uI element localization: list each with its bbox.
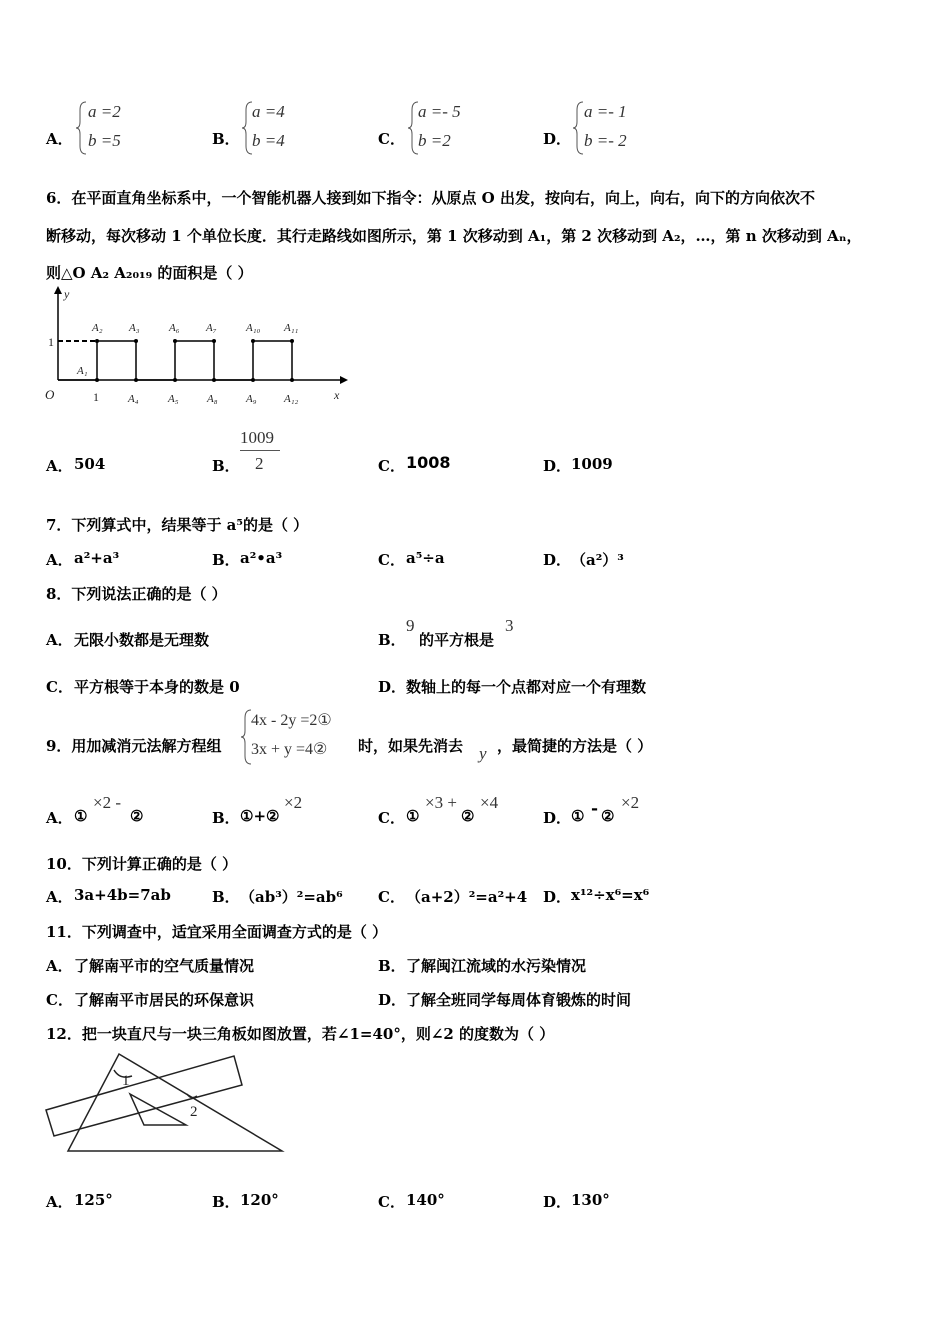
q7-option-a-letter: A． <box>46 551 73 569</box>
q12-option-b-letter: B． <box>212 1193 240 1211</box>
q8-option-b-letter: B． <box>378 631 406 649</box>
q5-option-d-eq2: b =- 2 <box>584 131 627 150</box>
q9-option-b-part1: ①+② <box>240 807 280 825</box>
q8-option-b-radicand: 9 <box>406 616 415 635</box>
q8-option-d-value: 数轴上的每一个点都对应一个有理数 <box>406 678 647 696</box>
q10-text: 10．下列计算正确的是（ ） <box>46 855 238 873</box>
q10-option-a-value: 3a+4b=7ab <box>74 886 171 904</box>
q7-option-b-value: a²•a³ <box>240 549 283 567</box>
q10-option-d-letter: D． <box>543 888 572 906</box>
q10-option-b-value: （ab³）²=ab⁶ <box>240 888 343 906</box>
q5-option-d-eq1: a =- 1 <box>584 102 627 121</box>
q6-label-top-2: A₆ <box>169 322 180 334</box>
q6-label-top-1: A₃ <box>129 322 140 334</box>
q12-option-c-value: 140° <box>406 1191 445 1209</box>
q5-option-c-letter: C． <box>378 130 405 148</box>
q10-option-a-letter: A． <box>46 888 73 906</box>
q5-option-c-eq2: b =2 <box>418 131 451 150</box>
q6-label-top-0: A₂ <box>92 322 103 334</box>
q9-option-a-part2: ② <box>130 807 144 825</box>
q7-option-b-letter: B． <box>212 551 240 569</box>
q9-equation-2: 3x + y =4② <box>251 741 328 758</box>
q9-option-a-op1: ×2 - <box>93 793 121 812</box>
q7-option-a-value: a²+a³ <box>74 549 120 567</box>
q5-option-b-eq2: b =4 <box>252 131 285 150</box>
q9-variable: y <box>479 744 487 763</box>
q6-option-d-value: 1009 <box>571 455 613 473</box>
q10-option-b-letter: B． <box>212 888 240 906</box>
q12-angle-1-label: 1 <box>122 1073 130 1089</box>
q6-text-line2: 断移动，每次移动 1 个单位长度．其行走路线如图所示，第 1 次移动到 A₁，第 2 次移动到 A₂，…，第 n 次移动到 Aₙ， <box>46 227 862 245</box>
q11-option-b-letter: B． <box>378 957 406 975</box>
q5-option-b-letter: B． <box>212 130 240 148</box>
q11-option-d-letter: D． <box>378 991 407 1009</box>
q6-label-bottom-0: A₄ <box>128 393 139 405</box>
q9-text-mid: 时，如果先消去 <box>358 737 464 755</box>
q5-option-d-letter: D． <box>543 130 572 148</box>
q6-origin-label: O <box>45 387 55 402</box>
q5-option-a-eq2: b =5 <box>88 131 121 150</box>
q6-option-d-letter: D． <box>543 457 572 475</box>
q6-label-bottom-4: A₁₂ <box>284 393 299 405</box>
q9-option-d-part2: ② <box>601 807 615 825</box>
q8-option-c-value: 平方根等于本身的数是 0 <box>74 678 240 696</box>
q6-axis-y-label: y <box>64 287 70 301</box>
q6-label-a1: A₁ <box>77 365 88 377</box>
q9-option-a-letter: A． <box>46 809 73 827</box>
q11-text: 11．下列调查中，适宜采用全面调查方式的是（ ） <box>46 923 388 941</box>
q6-label-bottom-1: A₅ <box>168 393 179 405</box>
q7-option-d-letter: D． <box>543 551 572 569</box>
q6-path <box>58 341 292 380</box>
q6-x-arrow <box>340 376 348 384</box>
q9-option-c-op2: ×4 <box>480 793 499 812</box>
q8-option-a-value: 无限小数都是无理数 <box>74 631 210 649</box>
q8-option-c-letter: C． <box>46 678 73 696</box>
q6-option-a-letter: A． <box>46 457 73 475</box>
q9-option-d-letter: D． <box>543 809 572 827</box>
q6-option-a-value: 504 <box>74 455 106 473</box>
q6-option-c-value: 1008 <box>406 453 451 472</box>
q9-text-pre: 9．用加减消元法解方程组 <box>46 737 222 755</box>
q12-figure <box>40 1050 290 1160</box>
q12-option-a-value: 125° <box>74 1191 113 1209</box>
q8-text: 8．下列说法正确的是（ ） <box>46 585 227 603</box>
q12-triangle-inner <box>130 1094 186 1125</box>
q9-option-d-op1: - <box>591 799 599 819</box>
q11-option-d-value: 了解全班同学每周体育锻炼的时间 <box>406 991 632 1009</box>
q11-option-a-value: 了解南平市的空气质量情况 <box>74 957 255 975</box>
q12-option-a-letter: A． <box>46 1193 73 1211</box>
q6-option-b-letter: B． <box>212 457 240 475</box>
q6-figure <box>40 286 360 406</box>
q6-option-b-fraction-bar <box>240 450 280 451</box>
q11-option-b-value: 了解闽江流域的水污染情况 <box>406 957 587 975</box>
q12-option-d-value: 130° <box>571 1191 610 1209</box>
q7-option-c-value: a⁵÷a <box>406 549 445 567</box>
q6-text-line3: 则△O A₂ A₂₀₁₉ 的面积是（ ） <box>46 264 253 282</box>
q6-label-top-5: A₁₁ <box>284 322 299 334</box>
q8-option-b-answer: 3 <box>505 616 514 635</box>
q11-option-c-letter: C． <box>46 991 73 1009</box>
q9-equation-1: 4x - 2y =2① <box>251 712 332 729</box>
q5-option-b-eq1: a =4 <box>252 102 285 121</box>
q11-option-c-value: 了解南平市居民的环保意识 <box>74 991 255 1009</box>
q12-option-c-letter: C． <box>378 1193 405 1211</box>
q12-text: 12．把一块直尺与一块三角板如图放置，若∠1=40°，则∠2 的度数为（ ） <box>46 1025 555 1043</box>
q9-text-post: ，最简捷的方法是（ ） <box>497 737 653 755</box>
q9-option-c-letter: C． <box>378 809 405 827</box>
q6-label-bottom-3: A₉ <box>246 393 257 405</box>
q12-option-d-letter: D． <box>543 1193 572 1211</box>
q9-option-b-op1: ×2 <box>284 793 303 812</box>
q6-y-arrow <box>54 286 62 294</box>
q10-option-d-value: x¹²÷x⁶=x⁶ <box>571 886 650 904</box>
q7-text: 7．下列算式中，结果等于 a⁵的是（ ） <box>46 516 309 534</box>
q10-option-c-value: （a+2）²=a²+4 <box>406 888 528 906</box>
q5-option-a-letter: A． <box>46 130 73 148</box>
q6-option-c-letter: C． <box>378 457 405 475</box>
q6-option-b-numerator: 1009 <box>240 428 274 447</box>
q9-option-d-part1: ① <box>571 807 585 825</box>
q11-option-a-letter: A． <box>46 957 73 975</box>
q12-angle-2-label: 2 <box>190 1104 198 1120</box>
q7-option-d-value: （a²）³ <box>571 551 624 569</box>
q6-tick-1y: 1 <box>48 335 54 349</box>
q6-axis-x-label: x <box>334 388 340 402</box>
q9-option-b-letter: B． <box>212 809 240 827</box>
q8-option-b-text: 的平方根是 <box>419 631 495 649</box>
q5-option-a-brace <box>76 100 88 156</box>
q5-option-c-eq1: a =- 5 <box>418 102 461 121</box>
q8-option-a-letter: A． <box>46 631 73 649</box>
q9-option-c-op1: ×3 + <box>425 793 457 812</box>
q8-option-d-letter: D． <box>378 678 407 696</box>
q6-text-line1: 6．在平面直角坐标系中，一个智能机器人接到如下指令：从原点 O 出发，按向右，向上，向右，向下的方向依次不 <box>46 189 815 207</box>
q9-option-d-op2: ×2 <box>621 793 640 812</box>
q6-label-bottom-2: A₈ <box>207 393 218 405</box>
q6-tick-1x: 1 <box>93 390 99 404</box>
q9-option-c-part1: ① <box>406 807 420 825</box>
q6-option-b-denominator: 2 <box>255 454 264 473</box>
q7-option-c-letter: C． <box>378 551 405 569</box>
q6-label-top-4: A₁₀ <box>246 322 261 334</box>
q6-label-top-3: A₇ <box>206 322 217 334</box>
q9-option-a-part1: ① <box>74 807 88 825</box>
q12-option-b-value: 120° <box>240 1191 279 1209</box>
q9-option-c-part2: ② <box>461 807 475 825</box>
q10-option-c-letter: C． <box>378 888 405 906</box>
q5-option-a-eq1: a =2 <box>88 102 121 121</box>
